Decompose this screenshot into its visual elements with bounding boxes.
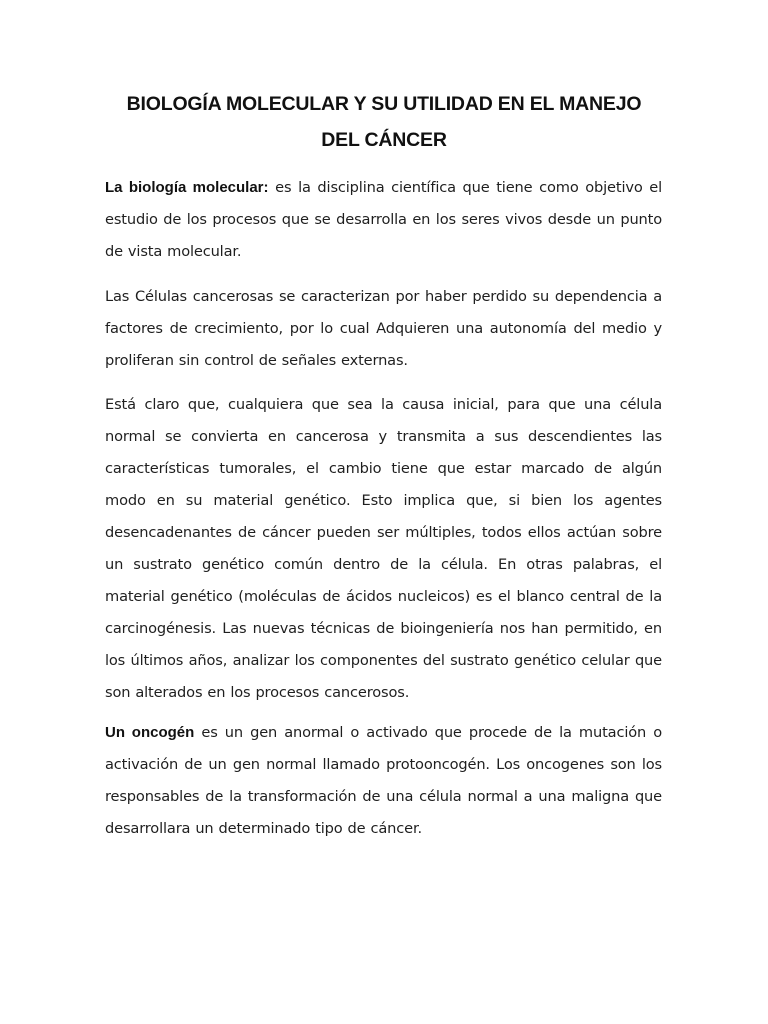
paragraph-text: es la disciplina científica que tiene como objetivo el estudio de los procesos que se desarrolla en los seres vivos desde un punto de vista molecular. [105, 179, 662, 260]
paragraph-text: es un gen anormal o activado que procede de la mutación o activación de un gen normal llamado protooncogén. Los oncogenes son los responsables de la transformación de una célula normal a una maligna que desarrollara un determinado tipo de cáncer. [105, 724, 662, 837]
paragraph-celulas-cancerosas [105, 281, 662, 377]
term-oncogen: Un oncogén [105, 724, 195, 741]
term-biologia-molecular: La biología molecular: [105, 179, 269, 196]
paragraph-material-genetico [105, 389, 662, 709]
paragraph-oncogen [105, 717, 662, 845]
paragraph-biologia-molecular [105, 172, 662, 268]
paragraph-text: Las Células cancerosas se caracterizan por haber perdido su dependencia a factores de crecimiento, por lo cual Adquieren una autonomía del medio y proliferan sin control de señales externas. [105, 288, 662, 369]
title-line-2: DEL CÁNCER [321, 129, 447, 151]
document-title [100, 86, 668, 158]
title-line-1: BIOLOGÍA MOLECULAR Y SU UTILIDAD EN EL MANEJO [126, 93, 642, 115]
paragraph-text: Está claro que, cualquiera que sea la causa inicial, para que una célula normal se convierta en cancerosa y transmita a sus descendientes las características tumorales, el cambio tiene que estar marcado de algún modo en su material genético. Esto implica que, si bien los agentes desencadenantes de cáncer pueden ser múltiples, todos ellos actúan sobre un sustrato genético común dentro de la célula. En otras palabras, el material genético (moléculas de ácidos nucleicos) es el blanco central de la carcinogénesis. Las nuevas técnicas de bioingeniería nos han permitido, en los últimos años, analizar los componentes del sustrato genético celular que son alterados en los procesos cancerosos. [105, 396, 662, 701]
